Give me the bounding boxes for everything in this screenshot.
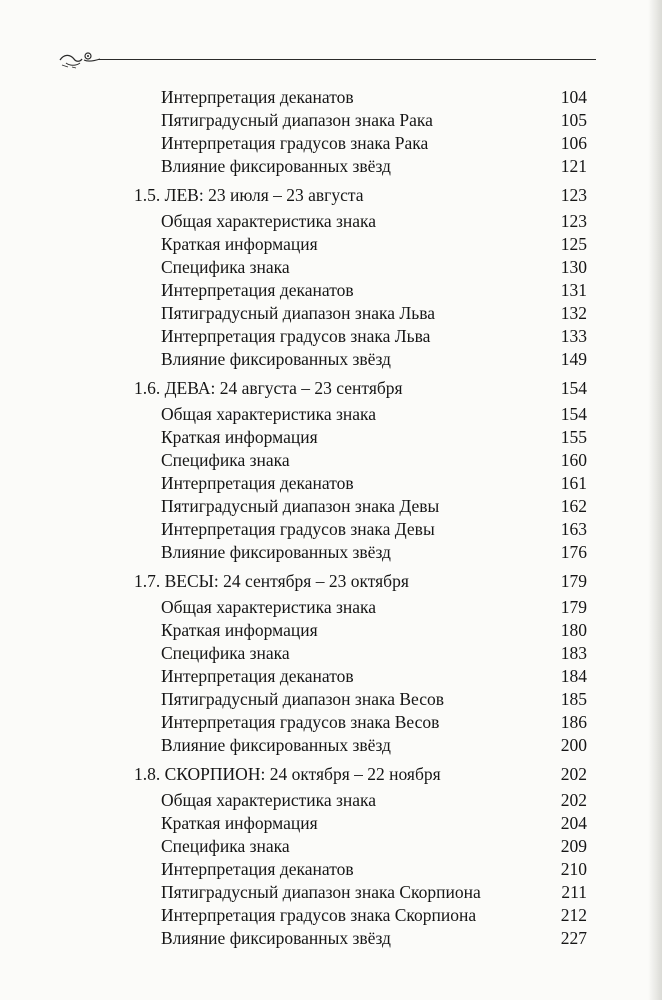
toc-entry-page: 204	[560, 813, 587, 833]
toc-entry-page: 163	[560, 519, 587, 539]
toc-section-page: 123	[560, 185, 587, 205]
toc-entry-page: 227	[560, 928, 587, 948]
toc-section-title: 1.6. ДЕВА: 24 августа – 23 сентября	[134, 378, 403, 398]
toc-entry-title: Пятиградусный диапазон знака Весов	[161, 689, 444, 709]
toc-entry[interactable]	[0, 858, 662, 881]
toc-entry-title: Влияние фиксированных звёзд	[161, 928, 391, 948]
toc-entry-title: Краткая информация	[161, 620, 318, 640]
toc-entry[interactable]	[0, 835, 662, 858]
toc-entry-page: 180	[560, 620, 587, 640]
toc-entry[interactable]	[0, 596, 662, 619]
toc-entry-title: Интерпретация деканатов	[161, 473, 354, 493]
toc-entry[interactable]	[0, 256, 662, 279]
toc-entry-title: Краткая информация	[161, 234, 318, 254]
toc-entry[interactable]	[0, 688, 662, 711]
toc-entry[interactable]	[0, 403, 662, 426]
toc-entry[interactable]	[0, 495, 662, 518]
toc-entry-title: Пятиградусный диапазон знака Рака	[161, 110, 433, 130]
toc-entry-page: 209	[560, 836, 587, 856]
toc-entry[interactable]	[0, 541, 662, 564]
toc-entry-title: Интерпретация деканатов	[161, 859, 354, 879]
toc-entry-page: 154	[560, 404, 587, 424]
toc-entry-title: Специфика знака	[161, 836, 290, 856]
toc-entry[interactable]	[0, 279, 662, 302]
toc-entry-title: Специфика знака	[161, 450, 290, 470]
toc-entry[interactable]	[0, 927, 662, 950]
toc-entry-page: 105	[560, 110, 587, 130]
toc-entry[interactable]	[0, 642, 662, 665]
toc-entry-title: Интерпретация градусов знака Девы	[161, 519, 435, 539]
toc-entry[interactable]	[0, 210, 662, 233]
toc-entry[interactable]	[0, 109, 662, 132]
toc-entry-page: 212	[560, 905, 587, 925]
toc-entry[interactable]	[0, 619, 662, 642]
toc-section-heading[interactable]	[0, 570, 662, 593]
toc-entry[interactable]	[0, 348, 662, 371]
toc-entry-title: Интерпретация градусов знака Льва	[161, 326, 431, 346]
toc-entry-page: 121	[560, 156, 587, 176]
toc-entry-page: 131	[560, 280, 587, 300]
toc-entry-page: 160	[560, 450, 587, 470]
toc-entry[interactable]	[0, 132, 662, 155]
toc-entry-title: Пятиградусный диапазон знака Девы	[161, 496, 440, 516]
toc-section-title: 1.7. ВЕСЫ: 24 сентября – 23 октября	[134, 571, 409, 591]
toc-section-title: 1.5. ЛЕВ: 23 июля – 23 августа	[134, 185, 364, 205]
toc-entry-title: Общая характеристика знака	[161, 790, 377, 810]
toc-section-page: 154	[560, 378, 587, 398]
toc-entry-page: 184	[560, 666, 587, 686]
toc-entry[interactable]	[0, 155, 662, 178]
toc-entry-title: Краткая информация	[161, 813, 318, 833]
toc-section-heading[interactable]	[0, 763, 662, 786]
toc-entry-title: Интерпретация деканатов	[161, 87, 354, 107]
toc-entry-page: 202	[560, 790, 587, 810]
toc-entry-title: Влияние фиксированных звёзд	[161, 156, 391, 176]
toc-entry-title: Пятиградусный диапазон знака Скорпиона	[161, 882, 481, 902]
toc-entry[interactable]	[0, 518, 662, 541]
toc-entry-page: 179	[560, 597, 587, 617]
toc-entry-title: Влияние фиксированных звёзд	[161, 542, 391, 562]
toc-entry-page: 183	[560, 643, 587, 663]
toc-entry-title: Интерпретация градусов знака Скорпиона	[161, 905, 477, 925]
toc-entry-title: Общая характеристика знака	[161, 211, 377, 231]
toc-section-virgo	[0, 377, 662, 564]
toc-entry-page: 106	[560, 133, 587, 153]
toc-entry[interactable]	[0, 904, 662, 927]
toc-entry-title: Влияние фиксированных звёзд	[161, 349, 391, 369]
toc-section-leo	[0, 184, 662, 371]
toc-entry[interactable]	[0, 233, 662, 256]
toc-section-scorpio	[0, 763, 662, 950]
toc-entry-title: Влияние фиксированных звёзд	[161, 735, 391, 755]
toc-section-title: 1.8. СКОРПИОН: 24 октября – 22 ноября	[134, 764, 441, 784]
intro-entries	[0, 86, 662, 178]
toc-entry-page: 125	[560, 234, 587, 254]
toc-entry-page: 176	[560, 542, 587, 562]
toc-entry[interactable]	[0, 302, 662, 325]
toc-entry[interactable]	[0, 426, 662, 449]
toc-section-libra	[0, 570, 662, 757]
toc-entry-page: 104	[560, 87, 587, 107]
toc-entry-title: Интерпретация деканатов	[161, 666, 354, 686]
toc-entry-title: Общая характеристика знака	[161, 597, 377, 617]
toc-section-page: 179	[560, 571, 587, 591]
toc-entry-page: 186	[560, 712, 587, 732]
toc-entry-page: 130	[560, 257, 587, 277]
toc-entry-page: 210	[560, 859, 587, 879]
toc-entry-page: 155	[560, 427, 587, 447]
toc-entry[interactable]	[0, 812, 662, 835]
toc-entry-title: Интерпретация градусов знака Рака	[161, 133, 429, 153]
toc-entry[interactable]	[0, 789, 662, 812]
toc-entry-page: 162	[560, 496, 587, 516]
toc-entry-title: Общая характеристика знака	[161, 404, 377, 424]
toc-entry[interactable]	[0, 86, 662, 109]
toc-entry-page: 161	[560, 473, 587, 493]
toc-entry-page: 185	[560, 689, 587, 709]
toc-entry-title: Специфика знака	[161, 643, 290, 663]
toc-entry-title: Краткая информация	[161, 427, 318, 447]
toc-entry-page: 123	[560, 211, 587, 231]
toc-section-page: 202	[560, 764, 587, 784]
toc-entry[interactable]	[0, 734, 662, 757]
toc-entry-title: Интерпретация деканатов	[161, 280, 354, 300]
header-rule	[98, 59, 596, 60]
toc-entry-title: Интерпретация градусов знака Весов	[161, 712, 440, 732]
toc-entry-title: Пятиградусный диапазон знака Льва	[161, 303, 435, 323]
toc-entry-title: Специфика знака	[161, 257, 290, 277]
toc-entry-page: 132	[560, 303, 587, 323]
toc-entry[interactable]	[0, 325, 662, 348]
table-of-contents	[0, 86, 662, 950]
toc-entry[interactable]	[0, 449, 662, 472]
toc-entry-page: 211	[561, 882, 587, 902]
toc-entry[interactable]	[0, 665, 662, 688]
toc-entry-page: 133	[560, 326, 587, 346]
toc-entry-page: 149	[560, 349, 587, 369]
toc-entry[interactable]	[0, 472, 662, 495]
toc-entry-page: 200	[560, 735, 587, 755]
toc-entry[interactable]	[0, 711, 662, 734]
toc-section-heading[interactable]	[0, 377, 662, 400]
toc-section-heading[interactable]	[0, 184, 662, 207]
toc-entry[interactable]	[0, 881, 662, 904]
